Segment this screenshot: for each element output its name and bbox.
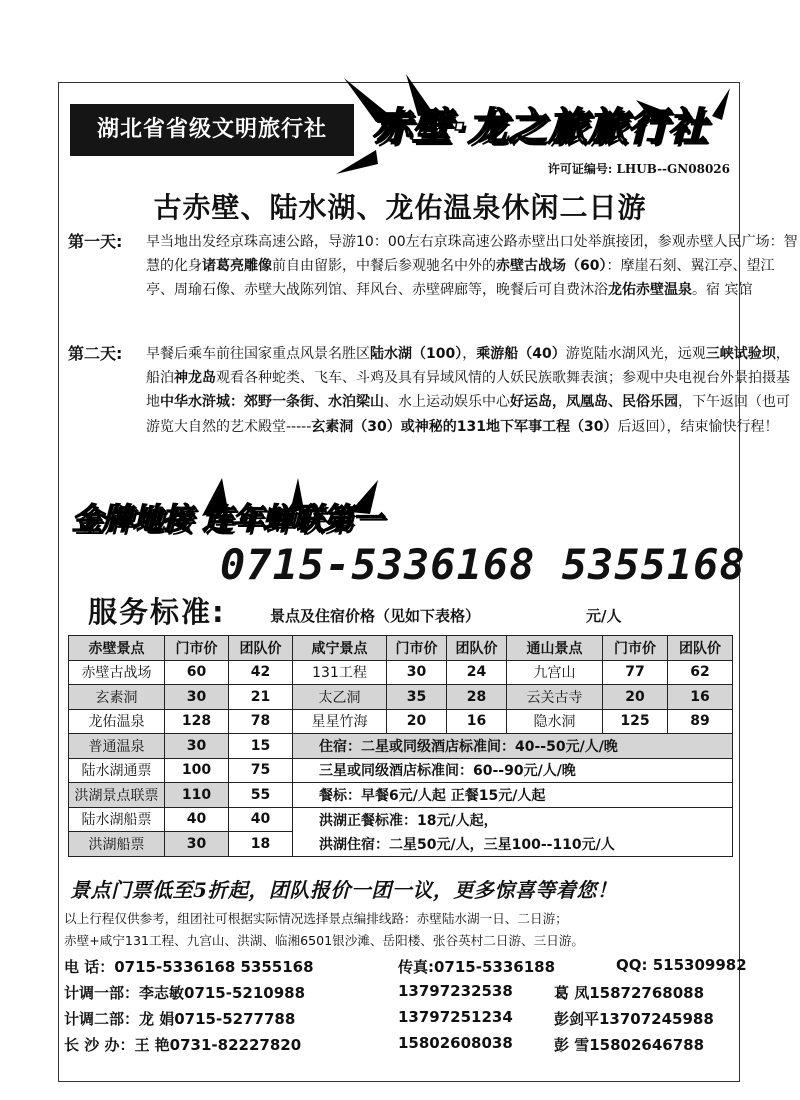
- contact-name: 彭 雪15802646788: [554, 1036, 705, 1054]
- highlight-text: 赤壁古战场（60）: [496, 258, 607, 275]
- itinerary-text: 、水上运动娱乐中心: [384, 394, 510, 411]
- itinerary-text: 后返回），结束愉快行程！: [617, 418, 779, 435]
- table-cell: 40: [229, 807, 293, 832]
- highlight-text: 玄素洞（30）或神秘的131地下军事工程（30）: [311, 418, 618, 435]
- promo-banner: 景点门票低至5折起，团队报价一团一议，更多惊喜等着您！: [70, 878, 618, 902]
- table-cell: 89: [668, 709, 733, 734]
- highlight-text: 中华水浒城：郊野一条街、水泊梁山: [160, 394, 384, 411]
- table-cell: 30: [165, 685, 229, 710]
- table-cell: 110: [165, 783, 229, 808]
- hotline-number: 0715-5336168 5355168: [220, 540, 746, 589]
- header-cell: 团队价: [447, 636, 507, 661]
- honghu-meal-info: 洪湖正餐标准：18元/人起，: [319, 812, 498, 829]
- header-cell: 赤壁景点: [69, 636, 165, 661]
- table-cell: 24: [447, 660, 507, 685]
- table-cell: 100: [165, 758, 229, 783]
- itinerary-day-1: [68, 230, 798, 330]
- contact-row: [64, 982, 744, 1006]
- table-cell: 131工程: [293, 660, 387, 685]
- table-row: [69, 709, 733, 734]
- tour-title: 古赤壁、陆水湖、龙佑温泉休闲二日游: [153, 191, 647, 224]
- table-cell: 20: [387, 709, 447, 734]
- table-row: [69, 685, 733, 710]
- price-table: [68, 635, 733, 857]
- table-cell: 洪湖船票: [69, 832, 165, 857]
- table-cell: 35: [387, 685, 447, 710]
- table-cell: 云关古寺: [507, 685, 603, 710]
- table-cell: 30: [165, 832, 229, 857]
- header-cell: 门市价: [387, 636, 447, 661]
- header-cell: 门市价: [165, 636, 229, 661]
- table-cell: 15: [229, 734, 293, 759]
- day-2-text: [146, 342, 800, 439]
- highlight-text: 乘游船（40）: [476, 346, 566, 362]
- contact-mobile: 13797232538: [398, 982, 513, 1000]
- lodging-info: 住宿：二星或同级酒店标准间：40--50元/人/晚: [293, 734, 733, 759]
- table-row: [69, 758, 733, 783]
- table-cell: 隐水洞: [507, 709, 603, 734]
- itinerary-text: 观看各种蛇类、飞车、斗鸡及具有异域风情的人妖民族歌舞表演；参观中央电视台外景拍摄基地: [146, 370, 790, 411]
- table-cell: 赤壁古战场: [69, 660, 165, 685]
- service-unit: 元/人: [586, 607, 622, 625]
- table-cell: 20: [603, 685, 668, 710]
- itinerary-text: ：摩崖石刻、翼江亭、望江亭、周瑜石像、赤壁大战陈列馆、拜风台、赤壁碑廊等，晚餐后可自费沐浴: [146, 258, 775, 299]
- contact-row: [64, 956, 747, 980]
- contact-phone: 电 话：0715-5336168 5355168: [64, 958, 314, 976]
- highlight-text: 诸葛亮雕像: [202, 258, 272, 275]
- day-1-text: [146, 230, 800, 303]
- table-cell: 40: [165, 807, 229, 832]
- route-note: [64, 908, 584, 952]
- day-2-label: 第二天:: [68, 344, 123, 363]
- table-row: [69, 734, 733, 759]
- itinerary-text: 。宿 宾馆: [692, 282, 753, 299]
- table-cell: 125: [603, 709, 668, 734]
- table-cell: 77: [603, 660, 668, 685]
- day-1-label: 第一天:: [68, 232, 123, 251]
- table-row: [69, 807, 733, 832]
- table-cell: 陆水湖通票: [69, 758, 165, 783]
- honghu-lodging-info: 洪湖住宿：二星50元/人，三星100--110元/人: [319, 836, 615, 853]
- contact-qq: QQ: 515309982: [616, 956, 747, 974]
- table-cell: 55: [229, 783, 293, 808]
- table-cell: 30: [387, 660, 447, 685]
- table-cell: 普通温泉: [69, 734, 165, 759]
- service-title: 服务标准:: [88, 595, 226, 629]
- itinerary-day-2: [68, 342, 790, 492]
- table-cell: 21: [229, 685, 293, 710]
- itinerary-text: 早当地出发经京珠高速公路，导游10：00左右京珠高速公路赤壁出口处举旗接团，参观赤壁人民广场：智慧的化身: [146, 234, 798, 275]
- header-cell: 咸宁景点: [293, 636, 387, 661]
- table-header-row: [69, 636, 733, 661]
- contact-name: 计调二部：龙 娟0715-5277788: [64, 1010, 296, 1028]
- itinerary-text: 游览陆水湖风光，远观: [565, 346, 706, 362]
- contact-name: 彭剑平13707245988: [554, 1010, 714, 1028]
- table-cell: 陆水湖船票: [69, 807, 165, 832]
- table-cell: 龙佑温泉: [69, 709, 165, 734]
- table-cell: 玄素洞: [69, 685, 165, 710]
- highlight-text: 三峡试验坝: [705, 346, 776, 362]
- contact-row: [64, 1034, 744, 1058]
- license-number: 许可证编号: LHUB--GN08026: [547, 162, 730, 176]
- header-cell: 团队价: [668, 636, 733, 661]
- highlight-text: 陆水湖（100）: [370, 346, 463, 362]
- table-cell: 128: [165, 709, 229, 734]
- route-note-line: 以上行程仅供参考，组团社可根据实际情况选择景点编排线路：赤壁陆水湖一日、二日游；: [64, 911, 568, 926]
- honor-badge: 湖北省省级文明旅行社: [70, 104, 354, 156]
- lodging-info-3star: 三星或同级酒店标准间：60--90元/人/晚: [293, 758, 733, 783]
- header-cell: 团队价: [229, 636, 293, 661]
- itinerary-text: ，下午返回（也可游览大自然的艺术殿堂-----: [146, 394, 790, 435]
- table-cell: 30: [165, 734, 229, 759]
- contact-mobile: 13797251234: [398, 1008, 513, 1026]
- contact-list: [64, 956, 747, 1066]
- highlight-text: 好运岛，凤凰岛、民俗乐园: [510, 394, 678, 411]
- meal-info: 餐标：早餐6元/人起 正餐15元/人起: [293, 783, 733, 808]
- service-subtitle: 景点及住宿价格（见如下表格）: [270, 607, 481, 625]
- table-cell: 洪湖景点联票: [69, 783, 165, 808]
- itinerary-text: 早餐后乘车前往国家重点风景名胜区: [146, 346, 370, 362]
- table-cell: 太乙洞: [293, 685, 387, 710]
- itinerary-text: ，: [462, 346, 477, 362]
- header-cell: 门市价: [603, 636, 668, 661]
- contact-name: 长 沙 办：王 艳0731-82227820: [64, 1036, 302, 1054]
- contact-name: 计调一部：李志敏0715-5210988: [64, 984, 306, 1002]
- header-cell: 通山景点: [507, 636, 603, 661]
- highlight-text: 神龙岛: [174, 370, 216, 387]
- slogan: 金牌地接 连年蝉联第一: [72, 502, 383, 537]
- table-cell: 75: [229, 758, 293, 783]
- highlight-text: 龙佑赤壁温泉: [608, 282, 692, 299]
- table-cell: 18: [229, 832, 293, 857]
- contact-mobile: 15802608038: [398, 1034, 513, 1052]
- table-cell: 九宫山: [507, 660, 603, 685]
- table-cell: 62: [668, 660, 733, 685]
- table-row: [69, 783, 733, 808]
- table-cell: 60: [165, 660, 229, 685]
- contact-fax: 传真:0715-5336188: [398, 958, 556, 976]
- table-cell: 16: [447, 709, 507, 734]
- table-cell: 42: [229, 660, 293, 685]
- itinerary-text: 前自由留影，中餐后参观驰名中外的: [272, 258, 496, 275]
- table-cell: 星星竹海: [293, 709, 387, 734]
- contact-row: [64, 1008, 744, 1032]
- agency-brand: 赤壁·龙之旅旅行社: [372, 105, 708, 150]
- contact-name: 葛 凤15872768088: [554, 984, 705, 1002]
- table-cell: 16: [668, 685, 733, 710]
- table-cell: 78: [229, 709, 293, 734]
- honghu-info: [293, 807, 733, 856]
- table-row: [69, 660, 733, 685]
- table-cell: 28: [447, 685, 507, 710]
- itinerary-text: ，船泊: [146, 346, 790, 387]
- route-note-line: 赤壁+咸宁131工程、九宫山、洪湖、临湘6501银沙滩、岳阳楼、张谷英村二日游、三日游。: [64, 933, 585, 948]
